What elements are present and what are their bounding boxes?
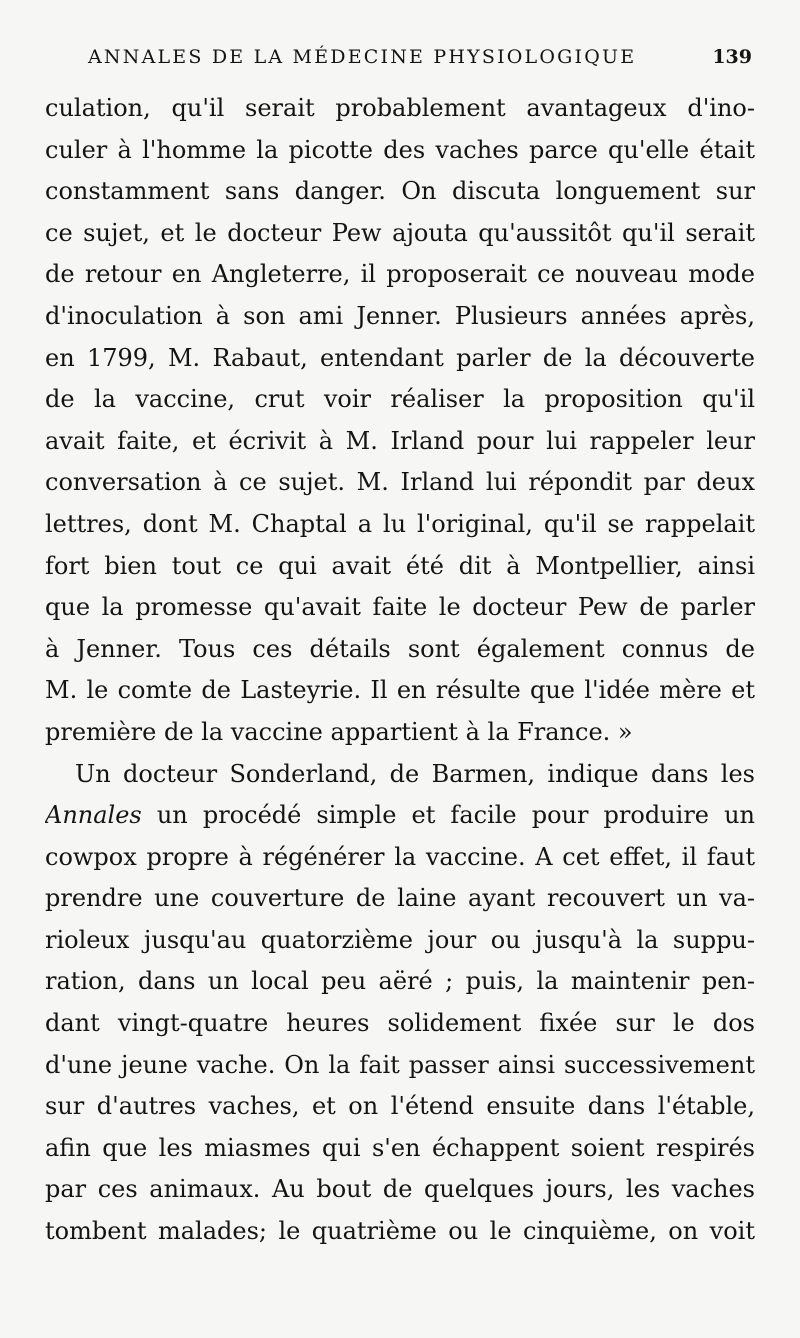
text-line — [45, 795, 755, 837]
running-header — [88, 46, 752, 74]
text-line: conversation à ce sujet. M. Irland lui répondit par deux — [45, 468, 755, 497]
text-line: tombent malades; le quatrième ou le cinquième, on voit — [45, 1217, 755, 1246]
text-line: M. le comte de Lasteyrie. Il en résulte que l'idée mère et — [45, 676, 755, 705]
text-line: avait faite, et écrivit à M. Irland pour lui rappeler leur — [45, 426, 755, 455]
text-line: Un docteur Sonderland, de Barmen, indique dans les — [75, 759, 755, 788]
text-line: ce sujet, et le docteur Pew ajouta qu'aussitôt qu'il serait — [45, 218, 755, 247]
text-line: culation, qu'il serait probablement avantageux d'ino- — [45, 94, 755, 122]
text-line: par ces animaux. Au bout de quelques jours, les vaches — [45, 1175, 755, 1204]
text-line: en 1799, M. Rabaut, entendant parler de la découverte — [45, 343, 755, 372]
italic-journal-title: Annales — [45, 801, 142, 830]
text-line: d'inoculation à son ami Jenner. Plusieurs années après, — [45, 301, 755, 330]
text-fragment: un procédé simple et facile pour produire un — [141, 801, 755, 830]
text-line: culer à l'homme la picotte des vaches parce qu'elle était — [45, 135, 755, 164]
text-line: cowpox propre à régénérer la vaccine. A cet effet, il faut — [45, 842, 755, 871]
text-line: ration, dans un local peu aëré ; puis, la maintenir pen- — [45, 967, 755, 996]
text-line: première de la vaccine appartient à la France. » — [45, 717, 633, 746]
page-number: 139 — [712, 46, 752, 68]
text-line: de la vaccine, crut voir réaliser la proposition qu'il — [45, 385, 755, 414]
page-body — [45, 88, 755, 1253]
text-line: sur d'autres vaches, et on l'étend ensuite dans l'étable, — [45, 1092, 755, 1121]
text-line: prendre une couverture de laine ayant recouvert un va- — [45, 884, 755, 913]
paragraph-sonderland — [45, 754, 755, 1253]
text-line: d'une jeune vache. On la fait passer ainsi successivement — [45, 1050, 755, 1079]
text-line: lettres, dont M. Chaptal a lu l'original, qu'il se rappelait — [45, 509, 755, 538]
text-line: à Jenner. Tous ces détails sont également connus de — [45, 634, 755, 663]
text-line: constamment sans danger. On discuta longuement sur — [45, 177, 755, 206]
text-line: que la promesse qu'avait faite le docteur Pew de parler — [45, 593, 755, 622]
text-line: de retour en Angleterre, il proposerait ce nouveau mode — [45, 260, 755, 289]
paragraph-quote-end — [45, 88, 755, 754]
running-title: ANNALES DE LA MÉDECINE PHYSIOLOGIQUE — [88, 46, 637, 68]
text-line: fort bien tout ce qui avait été dit à Montpellier, ainsi — [45, 551, 755, 580]
text-line: dant vingt-quatre heures solidement fixée sur le dos — [45, 1009, 755, 1038]
text-line: rioleux jusqu'au quatorzième jour ou jusqu'à la suppu- — [45, 925, 755, 954]
text-line: afin que les miasmes qui s'en échappent soient respirés — [45, 1133, 755, 1162]
